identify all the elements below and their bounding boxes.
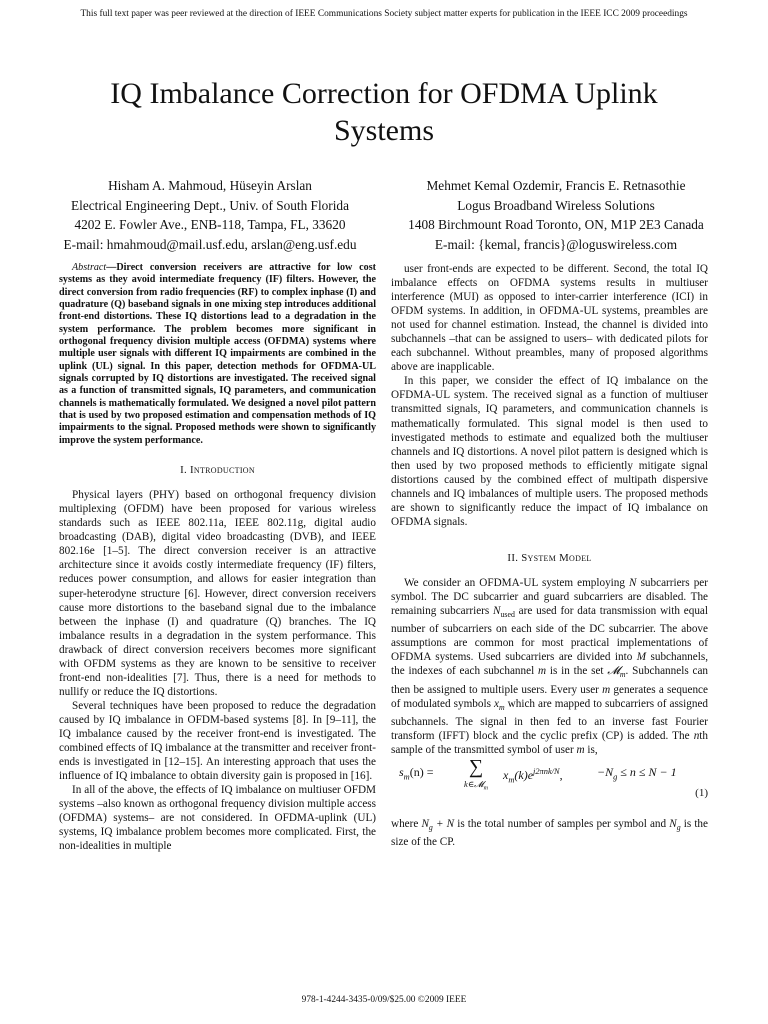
title-line-2: Systems xyxy=(333,114,435,147)
equation-lhs: $s_m(n)$ = xyxy=(399,765,434,782)
author-block-2 xyxy=(386,176,726,254)
abstract-text: —Direct conversion receivers are attractive for low cost systems as they avoid intermediate frequency (IF) filters. However, the direct conversion from radio frequencies (RF) to complex inphase (I) and quadrature (Q) baseband signals in one mixing step introduces additional front-end distortions. These IQ distortions lead to a degradation in the system performance. The problem becomes more significant in orthogonal frequency division multiple access (OFDMA) systems where multiple user signals with different IQ impairments are combined in the uplink (UL) signal. In this paper, detection methods for OFDMA-UL signals corrupted by IQ distortions are investigated. The received signal as a function of transmitted signals, IQ parameters, and communication channels is mathematically formulated. We designed a novel pilot pattern that is used by two proposed estimation and compensation methods of IQ impairments to the signal. Proposed methods were shown to significantly improve the system performance. xyxy=(59,262,376,446)
author-email: E-mail: {kemal, francis}@loguswireless.com xyxy=(434,236,678,252)
section-number: II. xyxy=(507,551,519,564)
author-address: 4202 E. Fowler Ave., ENB-118, Tampa, FL, 33620 xyxy=(74,217,346,232)
section-title: Introduction xyxy=(189,464,255,477)
title-line-1: IQ Imbalance Correction for OFDMA Uplink xyxy=(110,77,658,110)
section-number: I. xyxy=(180,464,187,477)
author-block-1 xyxy=(40,176,380,254)
system-model-paragraph-2: where $N_g + N$ is the total number of samples per symbol and $N_g$ is the size of the CP. xyxy=(391,818,708,849)
abstract xyxy=(59,262,376,447)
abstract-label: Abstract xyxy=(72,262,107,273)
intro-paragraph-5: In this paper, we consider the effect of IQ imbalance on the OFDMA-UL system. The received signal as a function of multiuser transmitted signals, IQ parameters, and communication channels is mathematically formulated. This signal model is then used to investigated methods to estimate and equalized both the multiuser channels and IQ distortions. A novel pilot pattern is designed which is then used by two proposed methods to efficiently mitigate signal distortions caused by the combined effect of multipath dispersive channels and IQ imbalances of multiple users. The proposed methods are shown to significantly reduce the impact of IQ imbalance on OFDMA signals. xyxy=(391,375,708,528)
equation-number: (1) xyxy=(695,787,708,800)
equation-range: $-N_g \le n \le N - 1$ xyxy=(597,765,677,782)
author-affiliation: Electrical Engineering Dept., Univ. of South Florida xyxy=(71,197,349,213)
author-email: E-mail: hmahmoud@mail.usf.edu, arslan@eng.usf.edu xyxy=(63,236,357,252)
paper-title xyxy=(60,75,708,149)
author-affiliation: Logus Broadband Wireless Solutions xyxy=(457,197,655,213)
intro-paragraph-1: Physical layers (PHY) based on orthogonal frequency division multiplexing (OFDM) have been proposed for various wireless standards such as IEEE 802.11a, IEEE 802.11g, digital audio broadcasting (DAB), digital video broadcasting (DVB), and IEEE 802.16e [1–5]. The direct conversion receiver is an attractive architecture since it avoids costly intermediate frequency (IF) filters, reduces power consumption, and allows for easier integration than super-heterodyne structure [6]. However, direct conversion receivers cause more distortions to the baseband signal due to the imbalance between the inphase (I) and quadrature (Q) branches. The IQ imbalance results in a degradation in the system performance. This drawback of direct conversion receivers becomes more significant with OFDM systems as they are known to be sensitive to receiver front-end non-idealities [7]. Thus, there is a need for methods to nullify or reduce the IQ distortions. xyxy=(59,489,376,698)
author-names: Mehmet Kemal Ozdemir, Francis E. Retnasothie xyxy=(426,178,686,193)
intro-paragraph-4: user front-ends are expected to be different. Second, the total IQ imbalance effects on OFDMA systems results in multiuser interference (MUI) as opposed to inter-carrier interference (ICI) in OFDM systems. In addition, in OFDMA-UL systems, preambles are not used for channel estimation. Instead, the channel is divided into subchannels –that can be assigned to users– with dedicated pilots for each subchannel. Without preambles, many of proposed algorithms above are inapplicable. xyxy=(391,263,708,374)
section-heading-introduction xyxy=(59,463,376,477)
section-heading-system-model xyxy=(391,551,708,565)
section-title: System Model xyxy=(521,551,592,564)
right-column xyxy=(391,262,708,850)
equation-body: $x_m(k)e^{j2\pi nk/N}$, xyxy=(503,767,563,785)
intro-paragraph-3: In all of the above, the effects of IQ imbalance on multiuser OFDM systems –also known as orthogonal frequency division multiple access (OFDMA) systems– are not considered. In OFDMA-uplink (UL) systems, IQ imbalance problem becomes more complicated. First, the non-idealities in multiple xyxy=(59,784,376,853)
left-column xyxy=(59,262,376,853)
intro-paragraph-2: Several techniques have been proposed to reduce the degradation caused by IQ imbalance in OFDM-based systems [8]. In [9–11], the IQ imbalance caused by the receiver front-end is investigated. The combined effects of IQ imbalance at the transmitter and receiver front-ends is investigated in [12–15]. An interesting approach that uses the influence of IQ imbalance to obtain diversity gain is proposed in [16]. xyxy=(59,699,376,783)
author-names: Hisham A. Mahmoud, Hüseyin Arslan xyxy=(108,178,312,193)
summation-symbol: ∑ k∈𝓜$_m$ xyxy=(464,756,488,792)
equation-1 xyxy=(391,756,708,813)
author-address: 1408 Birchmount Road Toronto, ON, M1P 2E3 Canada xyxy=(408,217,704,232)
footer-note: 978-1-4244-3435-0/09/$25.00 ©2009 IEEE xyxy=(301,995,467,1005)
header-note: This full text paper was peer reviewed at the direction of IEEE Communications Society subject matter experts for publication in the IEEE ICC 2009 proceedings xyxy=(80,9,688,19)
system-model-paragraph-1: We consider an OFDMA-UL system employing N subcarriers per symbol. The DC subcarrier and guard subcarriers are disabled. The remaining subcarriers $N_{used}$ are used for data transmission with equal number of subcarriers on each side of the DC subcarrier. The above assumptions are common for most practical implementations of OFDMA systems. Used subcarriers are divided into M subchannels, the indexes of each subchannel m is in the set 𝓜$_m$. Subchannels can then be assigned to multiple users. Every user m generates a sequence of modulated symbols $x_m$ which are mapped to subcarriers of assigned subchannels. The signal in then fed to an inverse fast Fourier transform (IFFT) block and the cyclic prefix (CP) is added. The nth sample of the transmitted symbol of user m is, xyxy=(391,576,709,757)
